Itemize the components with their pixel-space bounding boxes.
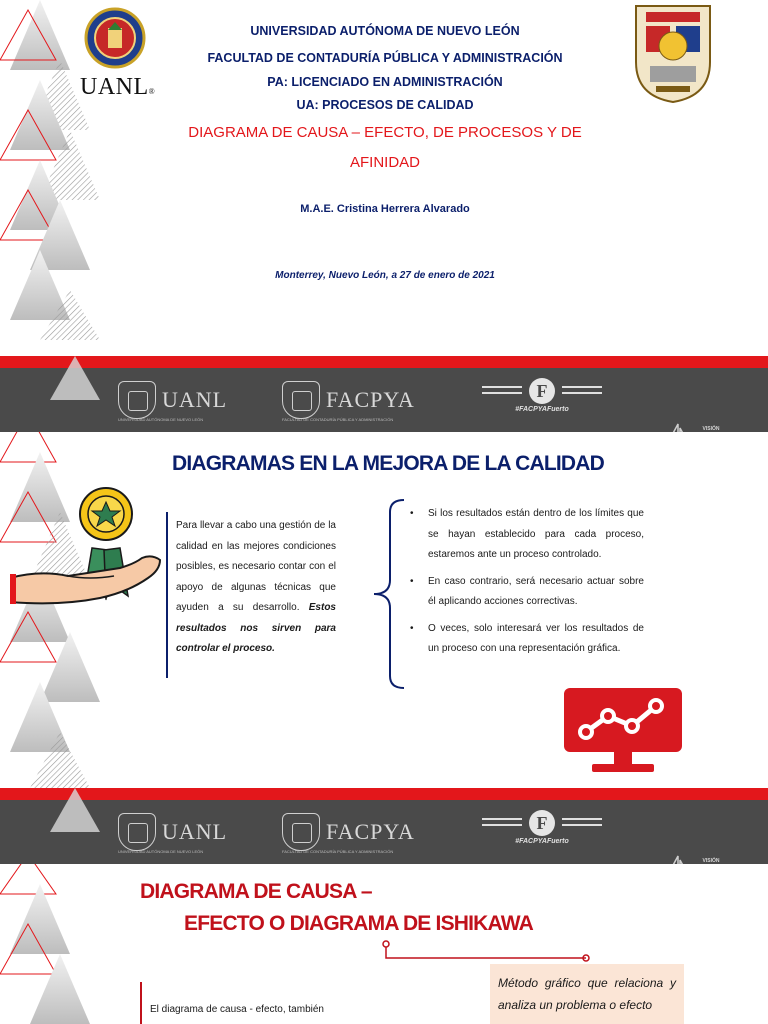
registered-mark: ®	[148, 87, 156, 96]
slide-title: DIAGRAMAS EN LA MEJORA DE LA CALIDAD	[171, 452, 605, 475]
place-date: Monterrey, Nuevo León, a 27 de enero de 2021	[275, 270, 495, 281]
program-name: PA: LICENCIADO EN ADMINISTRACIÓN	[267, 75, 503, 89]
intro-paragraph	[176, 516, 336, 660]
uanl-logo-text: UANL	[80, 74, 149, 100]
bullet-dot: •	[410, 575, 414, 587]
footer-band	[0, 788, 768, 864]
left-accent-bar	[166, 512, 168, 678]
author-name: M.A.E. Cristina Herrera Alvarado	[300, 203, 470, 215]
facpya-shield-icon	[632, 2, 714, 104]
left-accent-bar	[140, 982, 142, 1024]
band-uanl-text: UANL	[162, 387, 228, 412]
uanl-logo	[80, 6, 156, 102]
band-facpya-text: FACPYA	[326, 819, 415, 844]
band-facpya-fuerte-logo	[482, 378, 602, 418]
curly-bracket-icon	[370, 498, 406, 690]
bullet-list	[408, 504, 644, 666]
list-item	[408, 504, 644, 566]
bullet-text: O veces, solo interesará ver los resultados de un proceso con una representación gráfica.	[428, 622, 644, 654]
footer-band	[0, 356, 768, 432]
slide-title-line1: DIAGRAMA DE CAUSA –	[140, 880, 372, 903]
facpya-hashtag: #FACPYAFuerto	[515, 838, 569, 845]
band-facpya-text: FACPYA	[326, 387, 415, 412]
f-circle-icon: F	[529, 378, 555, 404]
ishikawa-paragraph: El diagrama de causa - efecto, también	[150, 1004, 324, 1015]
presentation-title-line1: DIAGRAMA DE CAUSA – EFECTO, DE PROCESOS Y DE	[188, 124, 582, 141]
red-stripe	[0, 788, 768, 800]
bullet-text: En caso contrario, será necesario actuar sobre él aplicando acciones correctivas.	[428, 575, 644, 607]
facpya-crest-icon	[282, 381, 320, 419]
right-wing-icon	[562, 386, 602, 394]
right-wing-icon	[562, 818, 602, 826]
facpya-hashtag: #FACPYAFuerto	[515, 406, 569, 413]
band-facpya-subtitle: FACULTAD DE CONTADURÍA PÚBLICA Y ADMINISTRACIÓN	[282, 849, 394, 854]
band-uanl-logo	[118, 812, 227, 852]
left-wing-icon	[482, 386, 522, 394]
intro-emphasis: Estos resultados nos sirven para controlar el proceso.	[176, 602, 336, 654]
list-item	[408, 619, 644, 660]
faculty-name: FACULTAD DE CONTADURÍA PÚBLICA Y ADMINISTRACIÓN	[207, 51, 563, 65]
ishikawa-slide	[0, 864, 768, 1024]
band-triangle	[50, 788, 100, 864]
band-uanl-subtitle: UNIVERSIDAD AUTÓNOMA DE NUEVO LEÓN	[118, 849, 204, 854]
monitor-chart-icon	[562, 686, 684, 774]
list-item	[408, 572, 644, 613]
presentation-title-line2: AFINIDAD	[349, 154, 420, 171]
band-triangle	[50, 356, 100, 432]
slide-title-line2: EFECTO O DIAGRAMA DE ISHIKAWA	[184, 912, 533, 935]
decorative-triangles	[0, 864, 110, 1024]
hand-medal-icon	[10, 484, 170, 614]
cover-slide	[0, 0, 768, 356]
intro-text: Para llevar a cabo una gestión de la calidad en las mejores condiciones posibles, es necesario contar con el apoyo de algunas técnicas que ayuden a su desarrollo.	[176, 520, 336, 613]
course-name: UA: PROCESOS DE CALIDAD	[296, 98, 474, 112]
facpya-crest-icon	[282, 813, 320, 851]
left-wing-icon	[482, 818, 522, 826]
vision-label: VISIÓN	[702, 426, 720, 432]
bullet-text: Si los resultados están dentro de los límites que se hayan establecido para cada proceso, estaremos ante un proceso controlado.	[428, 508, 644, 560]
bullet-dot: •	[410, 508, 414, 519]
uanl-crest-icon	[118, 381, 156, 419]
band-facpya-logo	[282, 380, 415, 420]
f-circle-icon: F	[529, 810, 555, 836]
uanl-crest-icon	[118, 813, 156, 851]
definition-box: Método gráfico que relaciona y analiza un problema o efecto	[490, 964, 684, 1024]
vision-label: VISIÓN	[702, 858, 720, 864]
band-uanl-subtitle: UNIVERSIDAD AUTÓNOMA DE NUEVO LEÓN	[118, 417, 204, 422]
red-stripe	[0, 356, 768, 368]
band-facpya-logo	[282, 812, 415, 852]
bullet-dot: •	[410, 622, 414, 634]
band-facpya-fuerte-logo	[482, 810, 602, 850]
quality-diagrams-slide	[0, 432, 768, 788]
band-uanl-logo	[118, 380, 227, 420]
university-name: UNIVERSIDAD AUTÓNOMA DE NUEVO LEÓN	[250, 24, 520, 38]
uanl-shield-icon	[84, 6, 146, 70]
band-facpya-subtitle: FACULTAD DE CONTADURÍA PÚBLICA Y ADMINISTRACIÓN	[282, 417, 394, 422]
band-uanl-text: UANL	[162, 819, 228, 844]
